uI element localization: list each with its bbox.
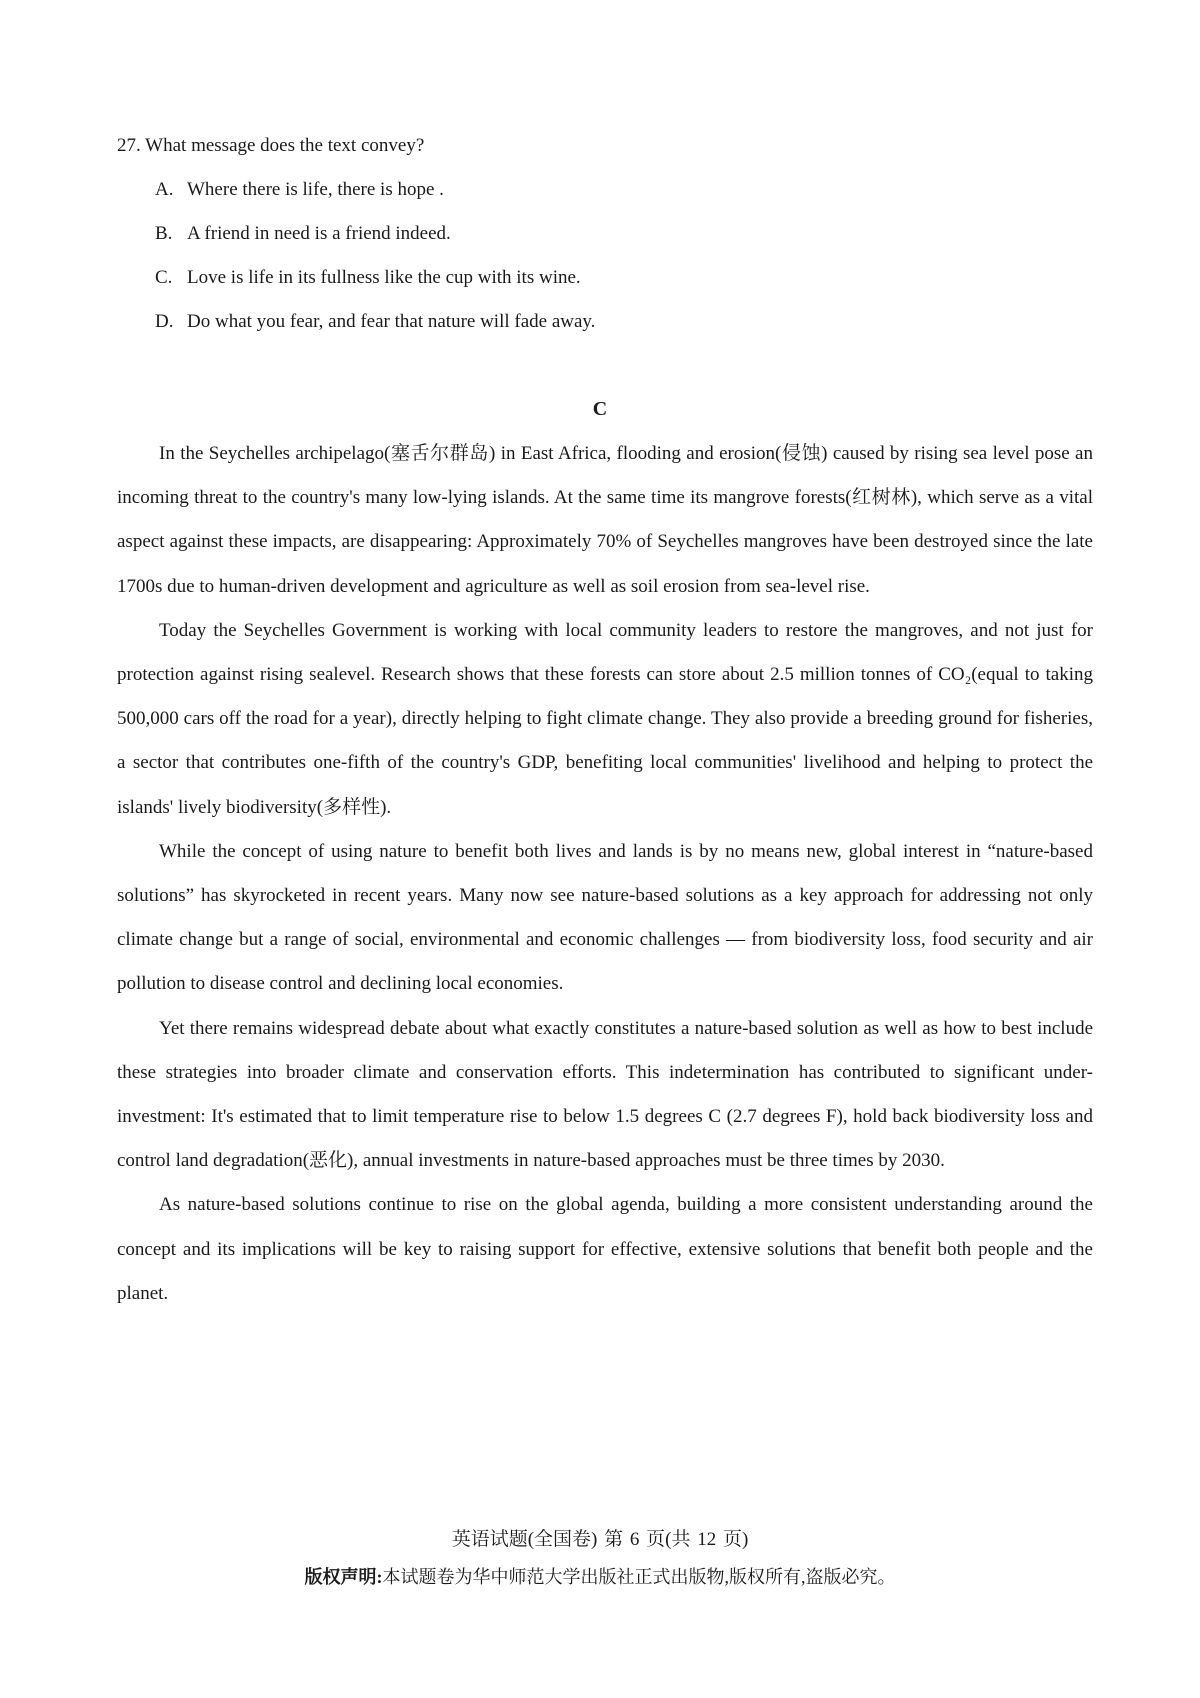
question-27 xyxy=(117,128,1097,348)
passage-paragraph-2: Today the Seychelles Government is working with local community leaders to restore the mangroves, and not just for protection against rising sealevel. Research shows that these forests can store about 2.5 million tonnes of CO₂(equal to taking 500,000 cars off the road for a year), directly helping to fight climate change. They also provide a breeding ground for fisheries, a sector that contributes one-fifth of the country's GDP, benefiting local communities' livelihood and helping to protect the islands' lively biodiversity(多样性). xyxy=(117,619,1093,818)
passage-paragraph-3: While the concept of using nature to benefit both lives and lands is by no means new, global interest in “nature-based solutions” has skyrocketed in recent years. Many now see nature-based solutions as a key approach for addressing not only climate change but a range of social, environmental and economic challenges — from biodiversity loss, food security and air pollution to disease control and declining local economies. xyxy=(117,840,1093,995)
copyright-notice xyxy=(0,1563,1200,1589)
option-c[interactable] xyxy=(117,260,1097,304)
option-text: Where there is life, there is hope . xyxy=(187,179,444,200)
copyright-text: 本试题卷为华中师范大学出版社正式出版物,版权所有,盗版必究。 xyxy=(382,1567,896,1587)
copyright-label: 版权声明: xyxy=(304,1567,383,1587)
reading-passage xyxy=(117,432,1093,1316)
option-letter: B. xyxy=(155,223,173,244)
option-letter: C. xyxy=(155,267,173,288)
option-letter: A. xyxy=(155,179,174,200)
passage-paragraph-4: Yet there remains widespread debate about what exactly constitutes a nature-based solution as well as how to best include these strategies into broader climate and conservation efforts. This indetermination has contributed to significant under-investment: It's estimated that to limit temperature rise to below 1.5 degrees C (2.7 degrees F), hold back biodiversity loss and control land degradation(恶化), annual investments in nature-based approaches must be three times by 2030. xyxy=(117,1017,1093,1172)
passage-paragraph-5: As nature-based solutions continue to rise on the global agenda, building a more consistent understanding around the concept and its implications will be key to raising support for effective, extensive solutions that benefit both people and the planet. xyxy=(117,1194,1093,1304)
option-text: A friend in need is a friend indeed. xyxy=(187,223,451,244)
option-text: Do what you fear, and fear that nature will fade away. xyxy=(187,311,596,332)
option-text: Love is life in its fullness like the cup with its wine. xyxy=(187,267,581,288)
page-footer: 英语试题(全国卷) 第 6 页(共 12 页) xyxy=(451,1529,749,1550)
option-b[interactable] xyxy=(117,216,1097,260)
question-stem xyxy=(117,128,1097,172)
question-text: What message does the text convey? xyxy=(145,135,425,156)
question-number: 27. xyxy=(117,135,141,156)
section-heading: C xyxy=(592,398,608,420)
option-d[interactable] xyxy=(117,304,1097,348)
option-letter: D. xyxy=(155,311,174,332)
option-a[interactable] xyxy=(117,172,1097,216)
passage-paragraph-1: In the Seychelles archipelago(塞舌尔群岛) in East Africa, flooding and erosion(侵蚀) caused by rising sea level pose an incoming threat to the country's many low-lying islands. At the same time its mangrove forests(红树林), which serve as a vital aspect against these impacts, are disappearing: Approximately 70% of Seychelles mangroves have been destroyed since the late 1700s due to human-driven development and agriculture as well as soil erosion from sea-level rise. xyxy=(117,443,1093,597)
